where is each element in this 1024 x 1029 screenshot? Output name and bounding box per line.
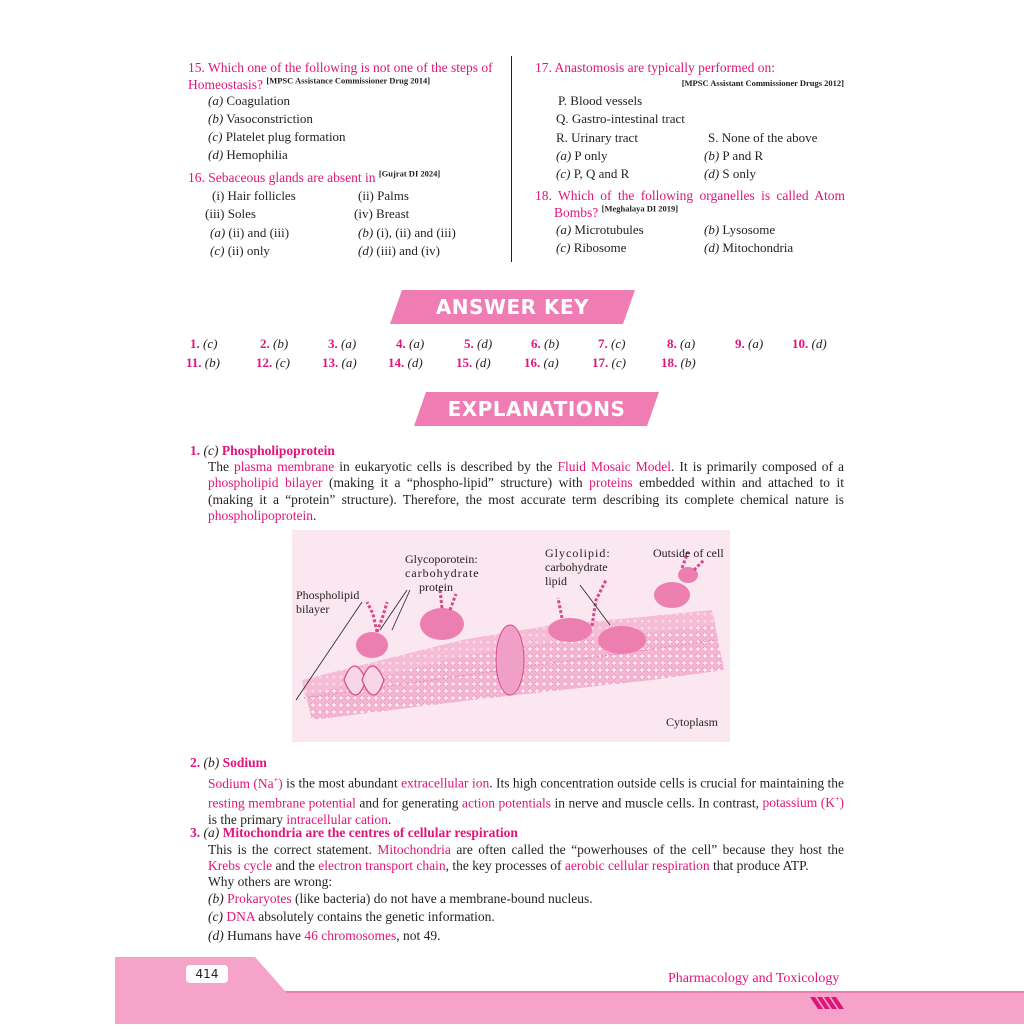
explanation-2-text: Sodium (Na+) is the most abundant extracellular ion. Its high concentration outside cells is crucial for maintaining the resting membrane potential and for generating action potentials in nerve and muscle cells. In contrast, potassium (K+) is the primary intracellular cation.: [208, 775, 845, 827]
page-number: 414: [186, 965, 228, 983]
answer-item: 14. (d): [388, 355, 423, 370]
question-number: 17.: [535, 60, 552, 75]
reason-d: (d) Humans have 46 chromosomes, not 49.: [208, 928, 441, 943]
option: (a) (ii) and (iii): [210, 225, 290, 240]
option: (c) (ii) only: [210, 243, 270, 258]
option: (d) (iii) and (iv): [358, 243, 440, 258]
question-source: [Gujrat DI 2024]: [378, 168, 441, 179]
answer-item: 15. (d): [456, 355, 491, 370]
question-text: Anastomosis are typically performed on:: [554, 60, 775, 75]
question-source: [MPSC Assistance Commissioner Drug 2014]: [266, 75, 431, 85]
q16-item: (i) Hair follicles: [212, 188, 296, 203]
answer-key-banner: [390, 290, 635, 324]
question-number: 16.: [188, 170, 205, 185]
q17-item: Q. Gastro-intestinal tract: [556, 111, 685, 126]
q17-item: P. Blood vessels: [558, 93, 643, 108]
cytoplasm-label: Cytoplasm: [666, 715, 719, 729]
question-16: [188, 170, 508, 187]
option: (d) S only: [704, 166, 757, 181]
q17-item: S. None of the above: [708, 130, 818, 145]
question-number: 18.: [535, 188, 552, 203]
explanation-1-heading: 1. (c) Phospholipoprotein: [190, 443, 335, 458]
question-15: [188, 60, 498, 93]
option: (d) Mitochondria: [704, 240, 794, 255]
option: (b) (i), (ii) and (iii): [358, 225, 456, 240]
column-divider: [511, 56, 512, 262]
option: (a) Microtubules: [556, 222, 644, 237]
reason-c: (c) DNA absolutely contains the genetic information.: [208, 909, 495, 924]
explanation-3-heading: 3. (a) Mitochondria are the centres of cellular respiration: [190, 825, 518, 840]
answer-item: 17. (c): [592, 355, 626, 370]
answer-item: 18. (b): [661, 355, 696, 370]
option: (a) Coagulation: [208, 93, 290, 108]
q16-item: (iv) Breast: [354, 206, 410, 221]
answer-item: 5. (d): [464, 336, 493, 351]
explanations-title: EXPLANATIONS: [447, 397, 626, 421]
why-others-wrong: Why others are wrong:: [208, 874, 333, 889]
footer: [0, 957, 1024, 1024]
question-text: Which of the following organelles is called Atom: [557, 188, 845, 203]
answer-item: 9. (a): [735, 336, 764, 351]
question-text: Sebaceous glands are absent in: [208, 170, 376, 185]
answer-item: 13. (a): [322, 355, 357, 370]
question-17: [535, 60, 845, 77]
glycolipid-label: Glycolipid: carbohydrate lipid: [545, 546, 611, 588]
q17-item: R. Urinary tract: [556, 130, 638, 145]
membrane-illustration: [292, 530, 730, 742]
explanation-2-heading: 2. (b) Sodium: [190, 755, 267, 770]
answer-item: 7. (c): [598, 336, 626, 351]
answer-item: 8. (a): [667, 336, 696, 351]
answer-item: 4. (a): [396, 336, 425, 351]
answer-item: 6. (b): [531, 336, 560, 351]
q16-item: (ii) Palms: [358, 188, 409, 203]
question-text: Which one of the following is not one of the steps of Homeostasis?: [188, 60, 493, 92]
option: (c) P, Q and R: [556, 166, 630, 181]
answer-item: 1. (c): [190, 336, 218, 351]
answer-item: 3. (a): [328, 336, 357, 351]
option: (a) P only: [556, 148, 608, 163]
footer-band: [0, 957, 1024, 1024]
option: (b) P and R: [704, 148, 764, 163]
question-source: [MPSC Assistant Commissioner Drugs 2012]: [681, 78, 844, 88]
q16-item: (iii) Soles: [205, 206, 256, 221]
option: (c) Platelet plug formation: [208, 129, 346, 144]
explanations-banner: [414, 392, 659, 426]
option: (c) Ribosome: [556, 240, 627, 255]
option: (b) Lysosome: [704, 222, 776, 237]
cell-membrane-figure: [292, 530, 730, 742]
answer-key-title: ANSWER KEY: [435, 295, 590, 319]
question-number: 15.: [188, 60, 205, 75]
book-title: Pharmacology and Toxicology: [668, 971, 840, 986]
answer-item: 10. (d): [792, 336, 827, 351]
glycoprotein-label: Glycoporotein: carbohydrate protein: [405, 552, 480, 594]
question-source: [Meghalaya DI 2019]: [601, 203, 679, 213]
answer-item: 2. (b): [260, 336, 289, 351]
reason-b: (b) Prokaryotes (like bacteria) do not have a membrane-bound nucleus.: [208, 891, 593, 906]
answer-item: 11. (b): [186, 355, 220, 370]
question-text: Bombs?: [554, 204, 599, 220]
answer-item: 16. (a): [524, 355, 559, 370]
explanation-1-text: The plasma membrane in eukaryotic cells is described by the Fluid Mosaic Model. It is primarily composed of a phospholipid bilayer (making it a “phospho-lipid” structure) with proteins embedded within and attached to it (making it a “protein” structure). Therefore, the most accurate term describing its complete chemical nature is phospholipoprotein.: [208, 459, 845, 524]
explanation-3-text: This is the correct statement. Mitochondria are often called the “powerhouses of the cell” because they host the Krebs cycle and the electron transport chain, the key processes of aerobic cellular respiration that produce ATP.: [208, 842, 845, 874]
option: (b) Vasoconstriction: [208, 111, 313, 126]
outside-of-cell-label: Outside of cell: [653, 546, 724, 560]
option: (d) Hemophilia: [208, 147, 288, 162]
q15-options: [208, 92, 346, 164]
question-18: [535, 188, 845, 221]
phospholipid-bilayer-label: Phospholipid bilayer: [296, 588, 360, 616]
answer-item: 12. (c): [256, 355, 290, 370]
